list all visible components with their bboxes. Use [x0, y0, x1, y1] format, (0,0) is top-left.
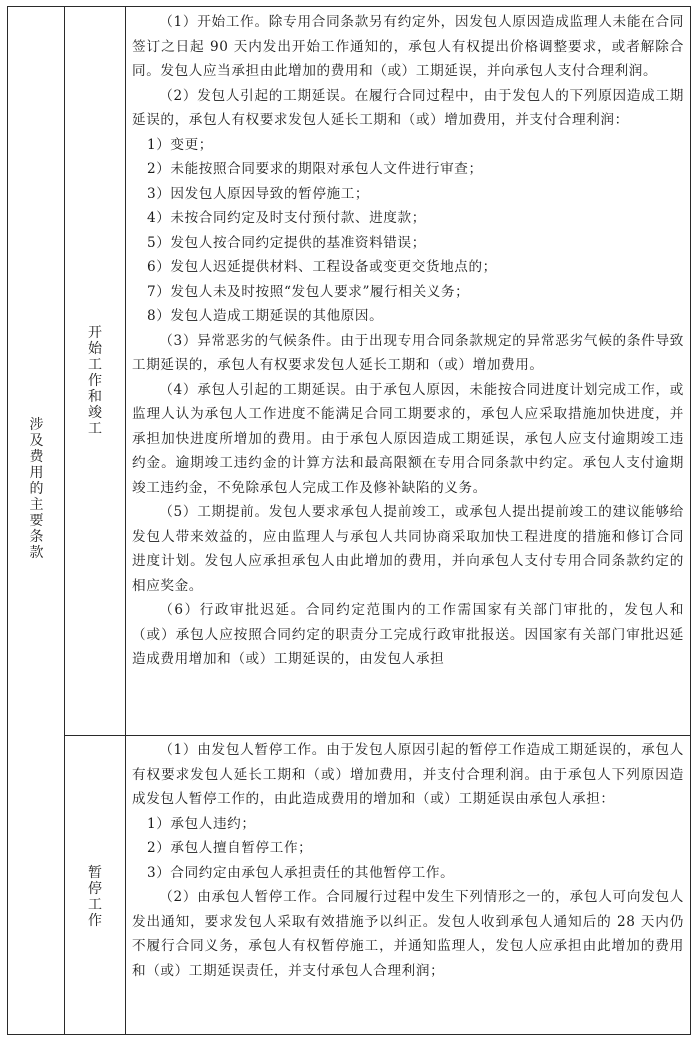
category-label-char: 款 — [29, 545, 44, 561]
section-label-char: 工 — [88, 357, 102, 373]
category-column — [8, 7, 65, 1034]
category-label-char: 主 — [29, 497, 44, 513]
list-item: 3）因发包人原因导致的暂停施工； — [146, 185, 370, 202]
clause-paragraph: （1）开始工作。除专用合同条款另有约定外，因发包人原因造成监理人未能在合同签订之日起 90 天内发出开始工作通知的，承包人有权提出价格调整要求，或者解除合同。发包人应当承担由此增加的费用和（或）工期延误，并向承包人支付合理利润。 — [132, 14, 684, 79]
section-label-start-and-completion — [65, 325, 125, 437]
section-label-char: 作 — [88, 373, 102, 389]
category-label-char: 涉 — [29, 417, 44, 433]
section-label-char: 工 — [88, 897, 102, 913]
section-label-char: 停 — [88, 881, 102, 897]
clause-table — [7, 6, 691, 1035]
category-label — [8, 417, 65, 561]
category-label-char: 条 — [29, 529, 44, 545]
category-label-char: 用 — [29, 465, 44, 481]
list-item: 2）承包人擅自暂停工作； — [146, 840, 313, 856]
category-label-char: 的 — [29, 481, 44, 497]
list-item: 4）未按合同约定及时支付预付款、进度款； — [146, 210, 426, 226]
section-label-char: 始 — [88, 341, 102, 357]
category-label-char: 要 — [29, 513, 44, 529]
clause-paragraph: （1）由发包人暂停工作。由于发包人原因引起的暂停工作造成工期延误的，承包人有权要求发包人延长工期和（或）增加费用，并支付合理利润。由于承包人下列原因造成发包人暂停工作的，由此造成费用的增加和（或）工期延误由承包人承担： — [132, 742, 684, 807]
list-item: 1）承包人违约； — [146, 815, 256, 832]
column-divider — [125, 7, 126, 1034]
list-item: 7）发包人未及时按照“发包人要求”履行相关义务； — [146, 283, 470, 300]
category-label-char: 费 — [29, 449, 44, 465]
clause-paragraph: （6）行政审批迟延。合同约定范围内的工作需国家有关部门审批的，发包人和（或）承包人应按照合同约定的职责分工完成行政审批报送。因国家有关部门审批迟延造成费用增加和（或）工期延误的，由发包人承担 — [132, 602, 684, 667]
clause-paragraph: （2）发包人引起的工期延误。在履行合同过程中，由于发包人的下列原因造成工期延误的，承包人有权要求发包人延长工期和（或）增加费用，并支付合理利润： — [132, 87, 684, 128]
section-content-start-and-completion — [132, 10, 684, 672]
section-content-suspension — [132, 738, 684, 983]
section-label-suspension — [65, 865, 125, 929]
section-label-char: 暂 — [88, 865, 102, 881]
category-label-char: 及 — [29, 433, 44, 449]
clause-paragraph: （2）由承包人暂停工作。合同履行过程中发生下列情形之一的，承包人可向发包人发出通知，要求发包人采取有效措施予以纠正。发包人收到承包人通知后的 28 天内仍不履行合同义务，承包人有权暂停施工，并通知监理人，发包人应承担由此增加的费用和（或）工期延误责任，并支付承包人合理利润； — [132, 889, 684, 979]
list-item: 6）发包人迟延提供材料、工程设备或变更交货地点的； — [146, 259, 497, 275]
list-item: 5）发包人按合同约定提供的基准资料错误； — [146, 234, 426, 251]
clause-paragraph: （3）异常恶劣的气候条件。由于出现专用合同条款规定的异常恶劣气候的条件导致工期延误的，承包人有权要求发包人延长工期和（或）增加费用。 — [132, 332, 684, 373]
list-item: 3）合同约定由承包人承担责任的其他暂停工作。 — [146, 864, 455, 881]
section-label-char: 竣 — [88, 405, 102, 421]
list-item: 2）未能按照合同要求的期限对承包人文件进行审查； — [146, 161, 483, 177]
clause-paragraph: （5）工期提前。发包人要求承包人提前竣工，或承包人提出提前竣工的建议能够给发包人带来效益的，应由监理人与承包人共同协商采取加快工程进度的措施和修订合同进度计划。发包人应承担承包人由此增加的费用，并向承包人支付专用合同条款约定的相应奖金。 — [132, 504, 684, 594]
section-label-char: 开 — [88, 325, 102, 341]
clause-paragraph: （4）承包人引起的工期延误。由于承包人原因，未能按合同进度计划完成工作，或监理人认为承包人工作进度不能满足合同工期要求的，承包人应采取措施加快进度，并承担加快进度所增加的费用。由于承包人原因造成工期延误，承包人应支付逾期竣工违约金。逾期竣工违约金的计算方法和最高限额在专用合同条款中约定。承包人支付逾期竣工违约金，不免除承包人完成工作及修补缺陷的义务。 — [132, 381, 684, 496]
section-label-char: 工 — [88, 421, 102, 437]
section-label-char: 作 — [88, 913, 102, 929]
list-item: 1）变更； — [146, 136, 213, 153]
list-item: 8）发包人造成工期延误的其他原因。 — [146, 308, 384, 324]
section-label-char: 和 — [88, 389, 102, 405]
row-divider — [65, 735, 690, 736]
